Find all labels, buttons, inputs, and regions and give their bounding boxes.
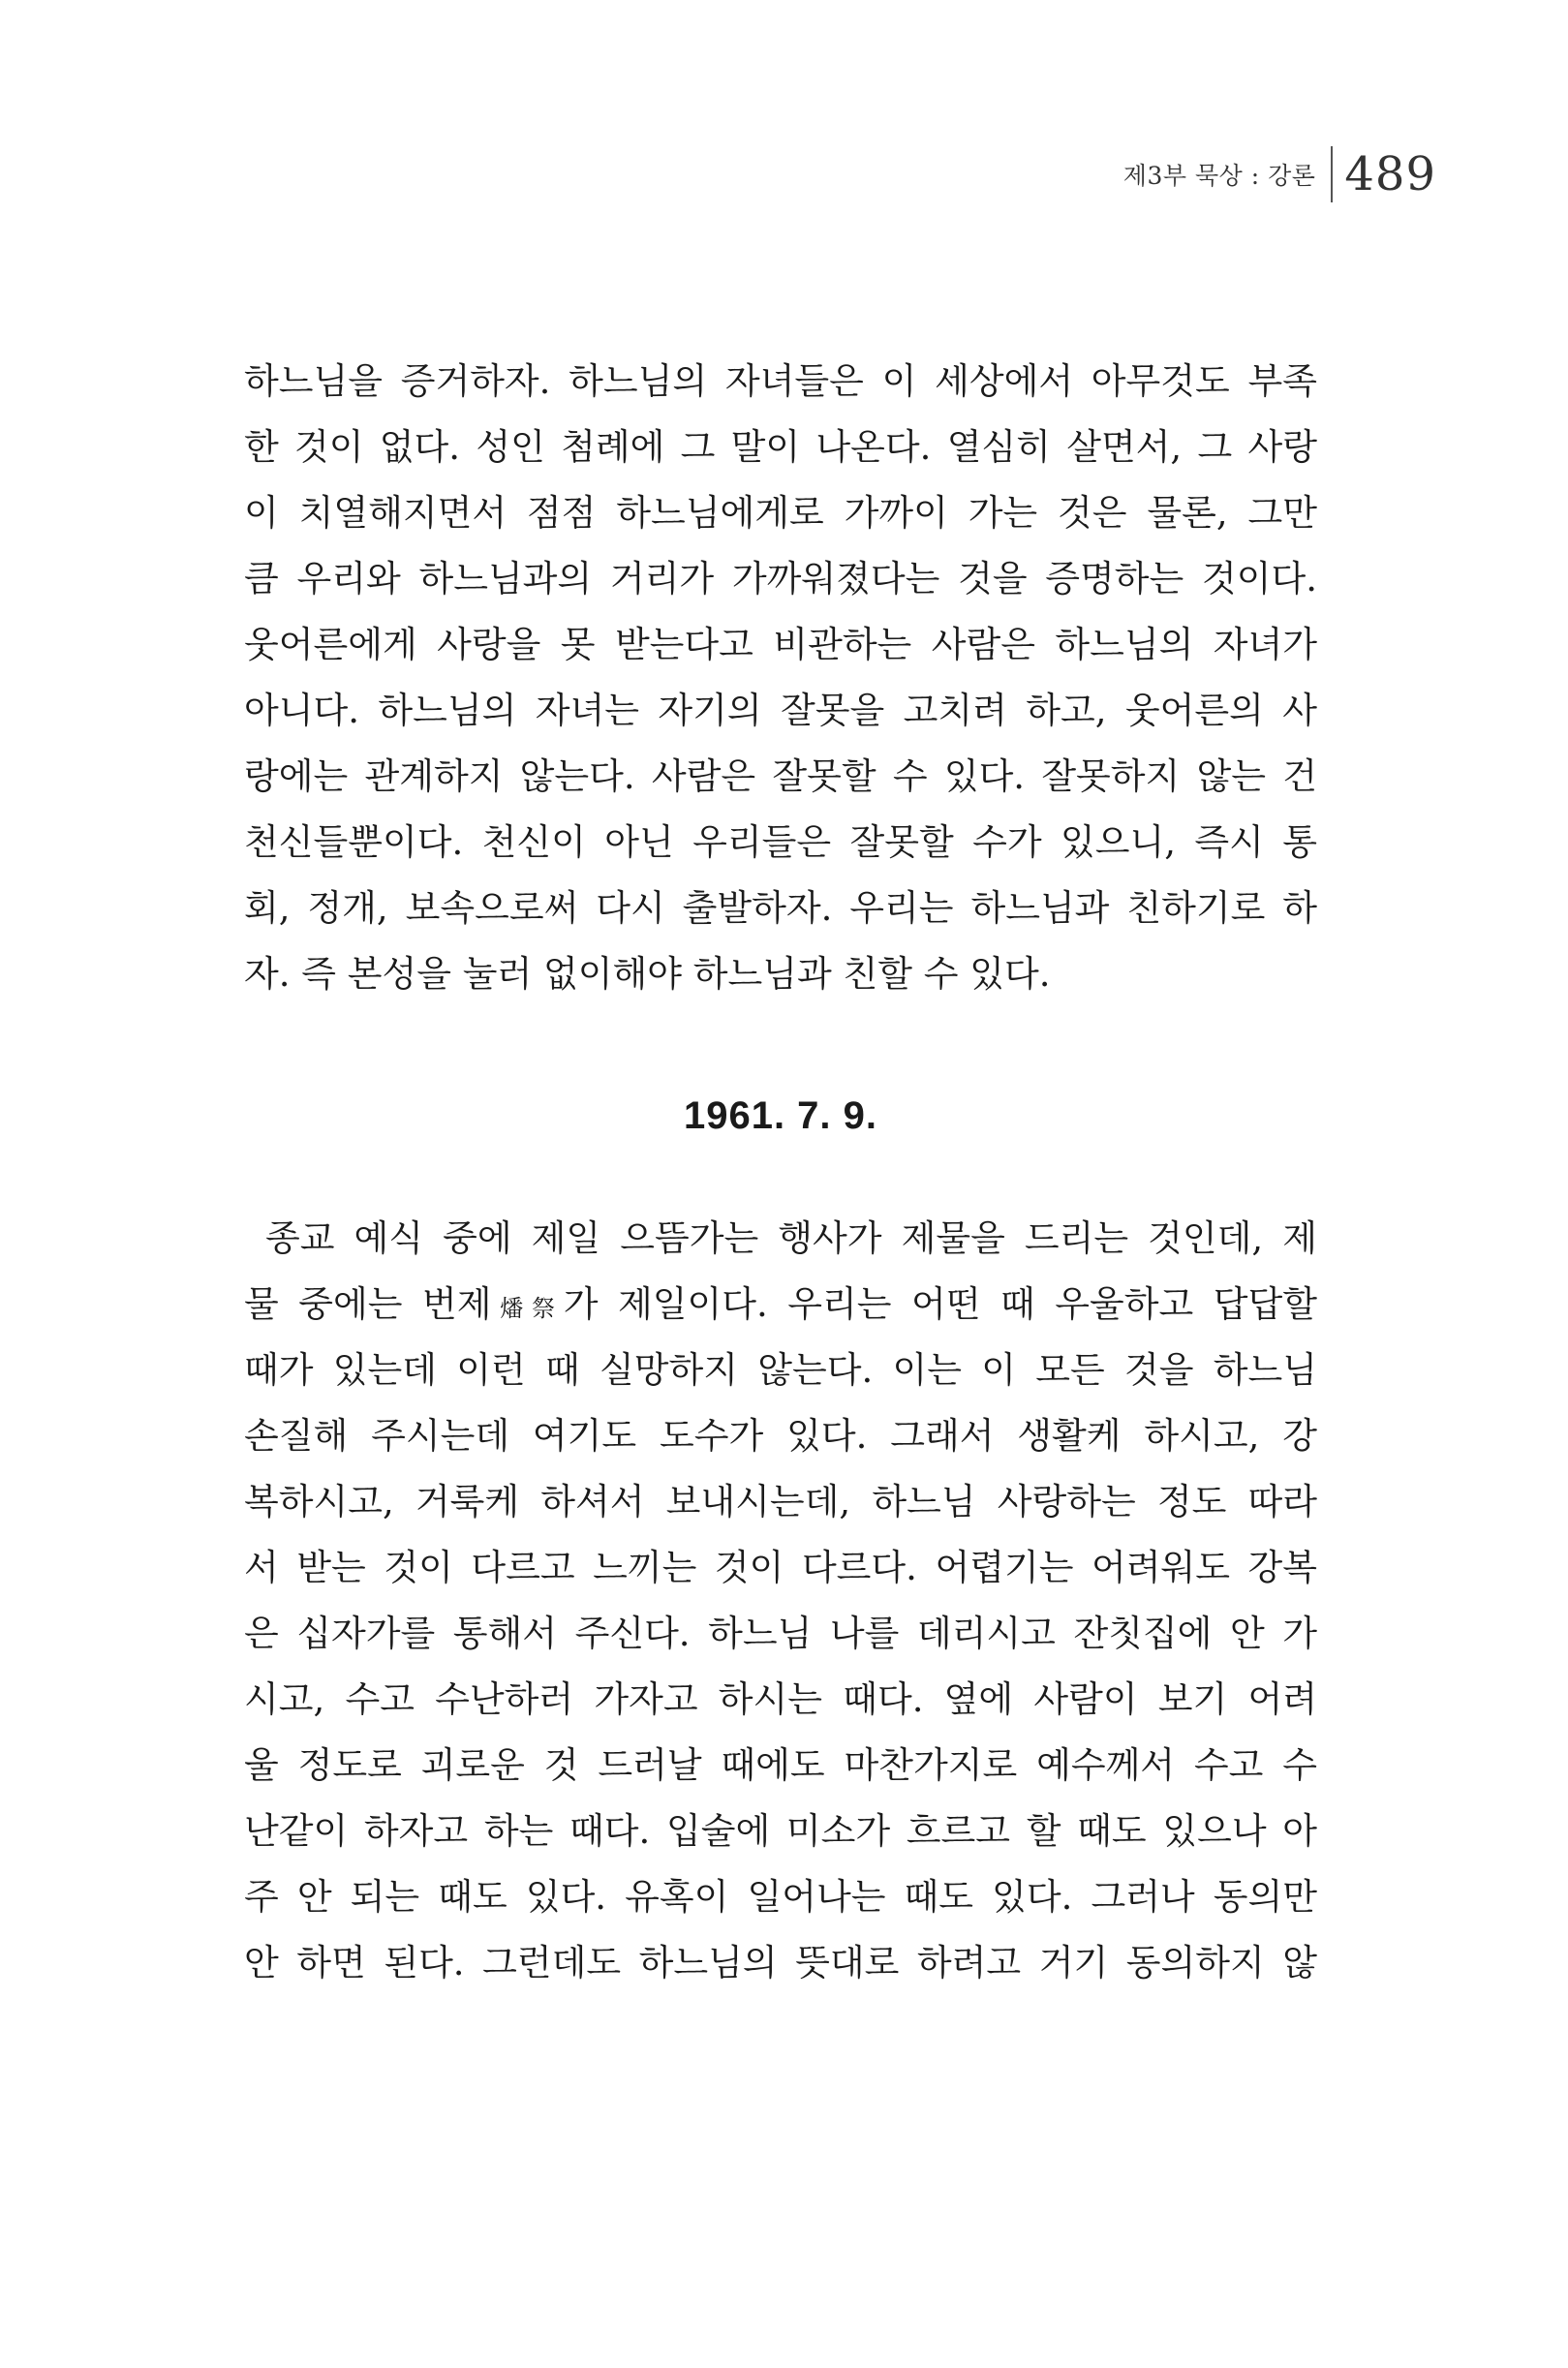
text-line: 랑에는 관계하지 않는다. 사람은 잘못할 수 있다. 잘못하지 않는 건 [244, 755, 1317, 797]
section-title: 제3부 묵상 : 강론 [1122, 162, 1316, 190]
running-header [1123, 145, 1436, 203]
text-line [244, 1272, 1317, 1338]
text-line: 웃어른에게 사랑을 못 받는다고 비관하는 사람은 하느님의 자녀가 [244, 624, 1317, 665]
text-line: 아니다. 하느님의 자녀는 자기의 잘못을 고치려 하고, 웃어른의 사 [244, 690, 1317, 731]
text-line: 복하시고, 거룩케 하셔서 보내시는데, 하느님 사랑하는 정도 따라 [244, 1481, 1317, 1522]
header-divider [1331, 146, 1333, 202]
text-line: 은 십자가를 통해서 주신다. 하느님 나를 데리시고 잔칫집에 안 가 [244, 1613, 1317, 1654]
text-line: 하느님을 증거하자. 하느님의 자녀들은 이 세상에서 아무것도 부족 [244, 360, 1317, 402]
text-line: 주 안 되는 때도 있다. 유혹이 일어나는 때도 있다. 그러나 동의만 [244, 1876, 1317, 1918]
text-line: 큼 우리와 하느님과의 거리가 가까워졌다는 것을 증명하는 것이다. [244, 558, 1317, 600]
hanja-annotation: 燔祭 [491, 1295, 564, 1322]
text-line: 종교 예식 중에 제일 으뜸가는 행사가 제물을 드리는 것인데, 제 [265, 1217, 1317, 1259]
text-line: 난같이 하자고 하는 때다. 입술에 미소가 흐르고 할 때도 있으나 아 [244, 1810, 1317, 1852]
text-line: 이 치열해지면서 점점 하느님에게로 가까이 가는 것은 물론, 그만 [244, 492, 1317, 534]
paragraph-1 [244, 349, 1317, 1007]
text-line: 때가 있는데 이런 때 실망하지 않는다. 이는 이 모든 것을 하느님 [244, 1349, 1317, 1391]
text-line: 시고, 수고 수난하러 가자고 하시는 때다. 옆에 사람이 보기 어려 [244, 1678, 1317, 1720]
text-line: 한 것이 없다. 성인 첨례에 그 말이 나온다. 열심히 살면서, 그 사랑 [244, 426, 1317, 468]
page-number: 489 [1344, 147, 1436, 201]
text-line: 울 정도로 괴로운 것 드러날 때에도 마찬가지로 예수께서 수고 수 [244, 1744, 1317, 1786]
text-line: 자. 즉 본성을 눌러 없이해야 하느님과 친할 수 있다. [244, 953, 1051, 995]
text-segment: 가 제일이다. 우리는 어떤 때 우울하고 답답할 [563, 1283, 1318, 1325]
text-line: 서 받는 것이 다르고 느끼는 것이 다르다. 어렵기는 어려워도 강복 [244, 1547, 1317, 1588]
date-heading: 1961. 7. 9. [683, 1094, 878, 1137]
text-segment: 물 중에는 번제 [244, 1283, 492, 1325]
text-line: 회, 정개, 보속으로써 다시 출발하자. 우리는 하느님과 친하기로 하 [244, 887, 1317, 929]
text-line: 안 하면 된다. 그런데도 하느님의 뜻대로 하려고 거기 동의하지 않 [244, 1942, 1317, 1984]
text-line: 손질해 주시는데 여기도 도수가 있다. 그래서 생활케 하시고, 강 [244, 1415, 1317, 1457]
paragraph-2 [244, 1206, 1317, 1996]
text-line: 천신들뿐이다. 천신이 아닌 우리들은 잘못할 수가 있으니, 즉시 통 [244, 821, 1317, 863]
